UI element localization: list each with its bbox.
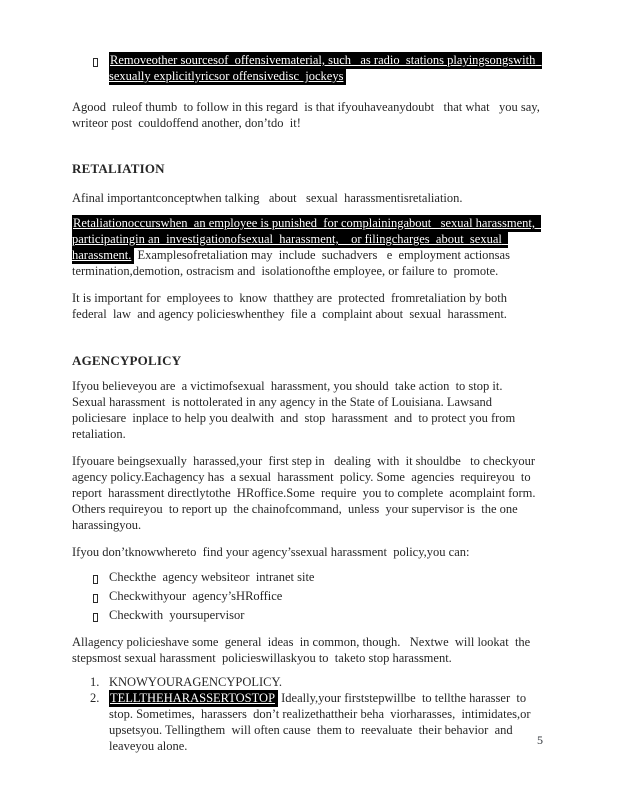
missing-glyph-bullet-icon: [93, 613, 98, 622]
page-number: 5: [537, 733, 543, 747]
list-item: [72, 674, 545, 690]
highlighted-text: Retaliationoccurswhen an employee is punished for complainingabout sexual harassment, participatingin an investigationofsexual harassment, or filingcharges about sexual harassment.: [72, 216, 542, 262]
bullet-marker-col: [93, 607, 109, 626]
list-number: 2.: [90, 691, 100, 705]
paragraph: Agood ruleof thumb to follow in this regard is that ifyouhaveanydoubt that what you say, writeor post couldoffend another, don’tdo it!: [72, 100, 543, 130]
list-item-text: [109, 690, 545, 754]
list-item: [72, 607, 545, 626]
numbered-list: [72, 674, 545, 754]
paragraph: Afinal importantconceptwhen talking about sexual harassmentisretaliation.: [72, 191, 463, 205]
paragraph: Ifyouare beingsexually harassed,your first step in dealing with it shouldbe to checkyour agency policy.Eachagency has a sexual harassment policy. Some agencies requireyou to report harassment directlytothe HRoffice.Some require you to complete acomplaint form. Others requireyou to report up the chainofcommand, unless your supervisor is the one harassingyou.: [72, 454, 545, 532]
highlighted-text: Removeother sourcesof offensivematerial, such as radio stations playingsongswith sexually explicitlyricsor offensivedisc jockeys: [109, 53, 542, 83]
paragraph-text: Examplesofretaliation may include suchadvers e employment actionsas termination,demotion, ostracism and isolationofthe employee, or failure to promote.: [72, 248, 517, 278]
missing-glyph-bullet-icon: [93, 58, 98, 67]
list-item: [72, 588, 545, 607]
list-item: [72, 52, 545, 84]
missing-glyph-bullet-icon: [93, 575, 98, 584]
highlighted-text: TELLTHEHARASSERTOSTOP: [109, 690, 278, 707]
list-item-text: Checkthe agency websiteor intranet site: [109, 570, 315, 584]
list-item-text: Checkwith yoursupervisor: [109, 608, 245, 622]
page-content: [72, 52, 545, 754]
paragraph: Allagency policieshave some general ideas in common, though. Nextwe will lookat the stepsmost sexual harassment policieswillaskyou to taketo stop harassment.: [72, 635, 534, 665]
paragraph: It is important for employees to know thatthey are protected fromretaliation by both federal law and agency policieswhenthey file a complaint about sexual harassment.: [72, 291, 514, 321]
list-item: [72, 690, 545, 754]
list-item: [72, 569, 545, 588]
bullet-marker-col: [93, 588, 109, 607]
paragraph: Ifyou don’tknowwhereto find your agency’ssexual harassment policy,you can:: [72, 545, 470, 559]
section-heading-retaliation: RETALIATION: [72, 161, 165, 176]
list-item-text: [109, 52, 545, 84]
missing-glyph-bullet-icon: [93, 594, 98, 603]
list-number: 1.: [90, 675, 100, 689]
paragraph: Ifyou believeyou are a victimofsexual harassment, you should take action to stop it. Sexual harassment is nottolerated in any agency in the State of Louisiana. Lawsand policiesare inplace to help you dealwith and stop harassment and to protect you from retaliation.: [72, 379, 519, 441]
paragraph: [72, 215, 545, 279]
bullet-list: [72, 569, 545, 626]
paragraph-text: Ideally,your firststepwillbe to tellthe harasser to stop. Sometimes, harassers don’t realizethattheir beha viorharasses, intimidates,or upsetsyou. Tellingthem will often cause them to reevaluate their behavior and leaveyou alone.: [109, 691, 534, 753]
section-heading-agency-policy: AGENCYPOLICY: [72, 353, 182, 368]
list-item-text: Checkwithyour agency’sHRoffice: [109, 589, 283, 603]
list-item-text: KNOWYOURAGENCYPOLICY.: [109, 675, 283, 689]
bullet-marker-col: [93, 569, 109, 588]
bullet-marker-col: [93, 52, 109, 71]
